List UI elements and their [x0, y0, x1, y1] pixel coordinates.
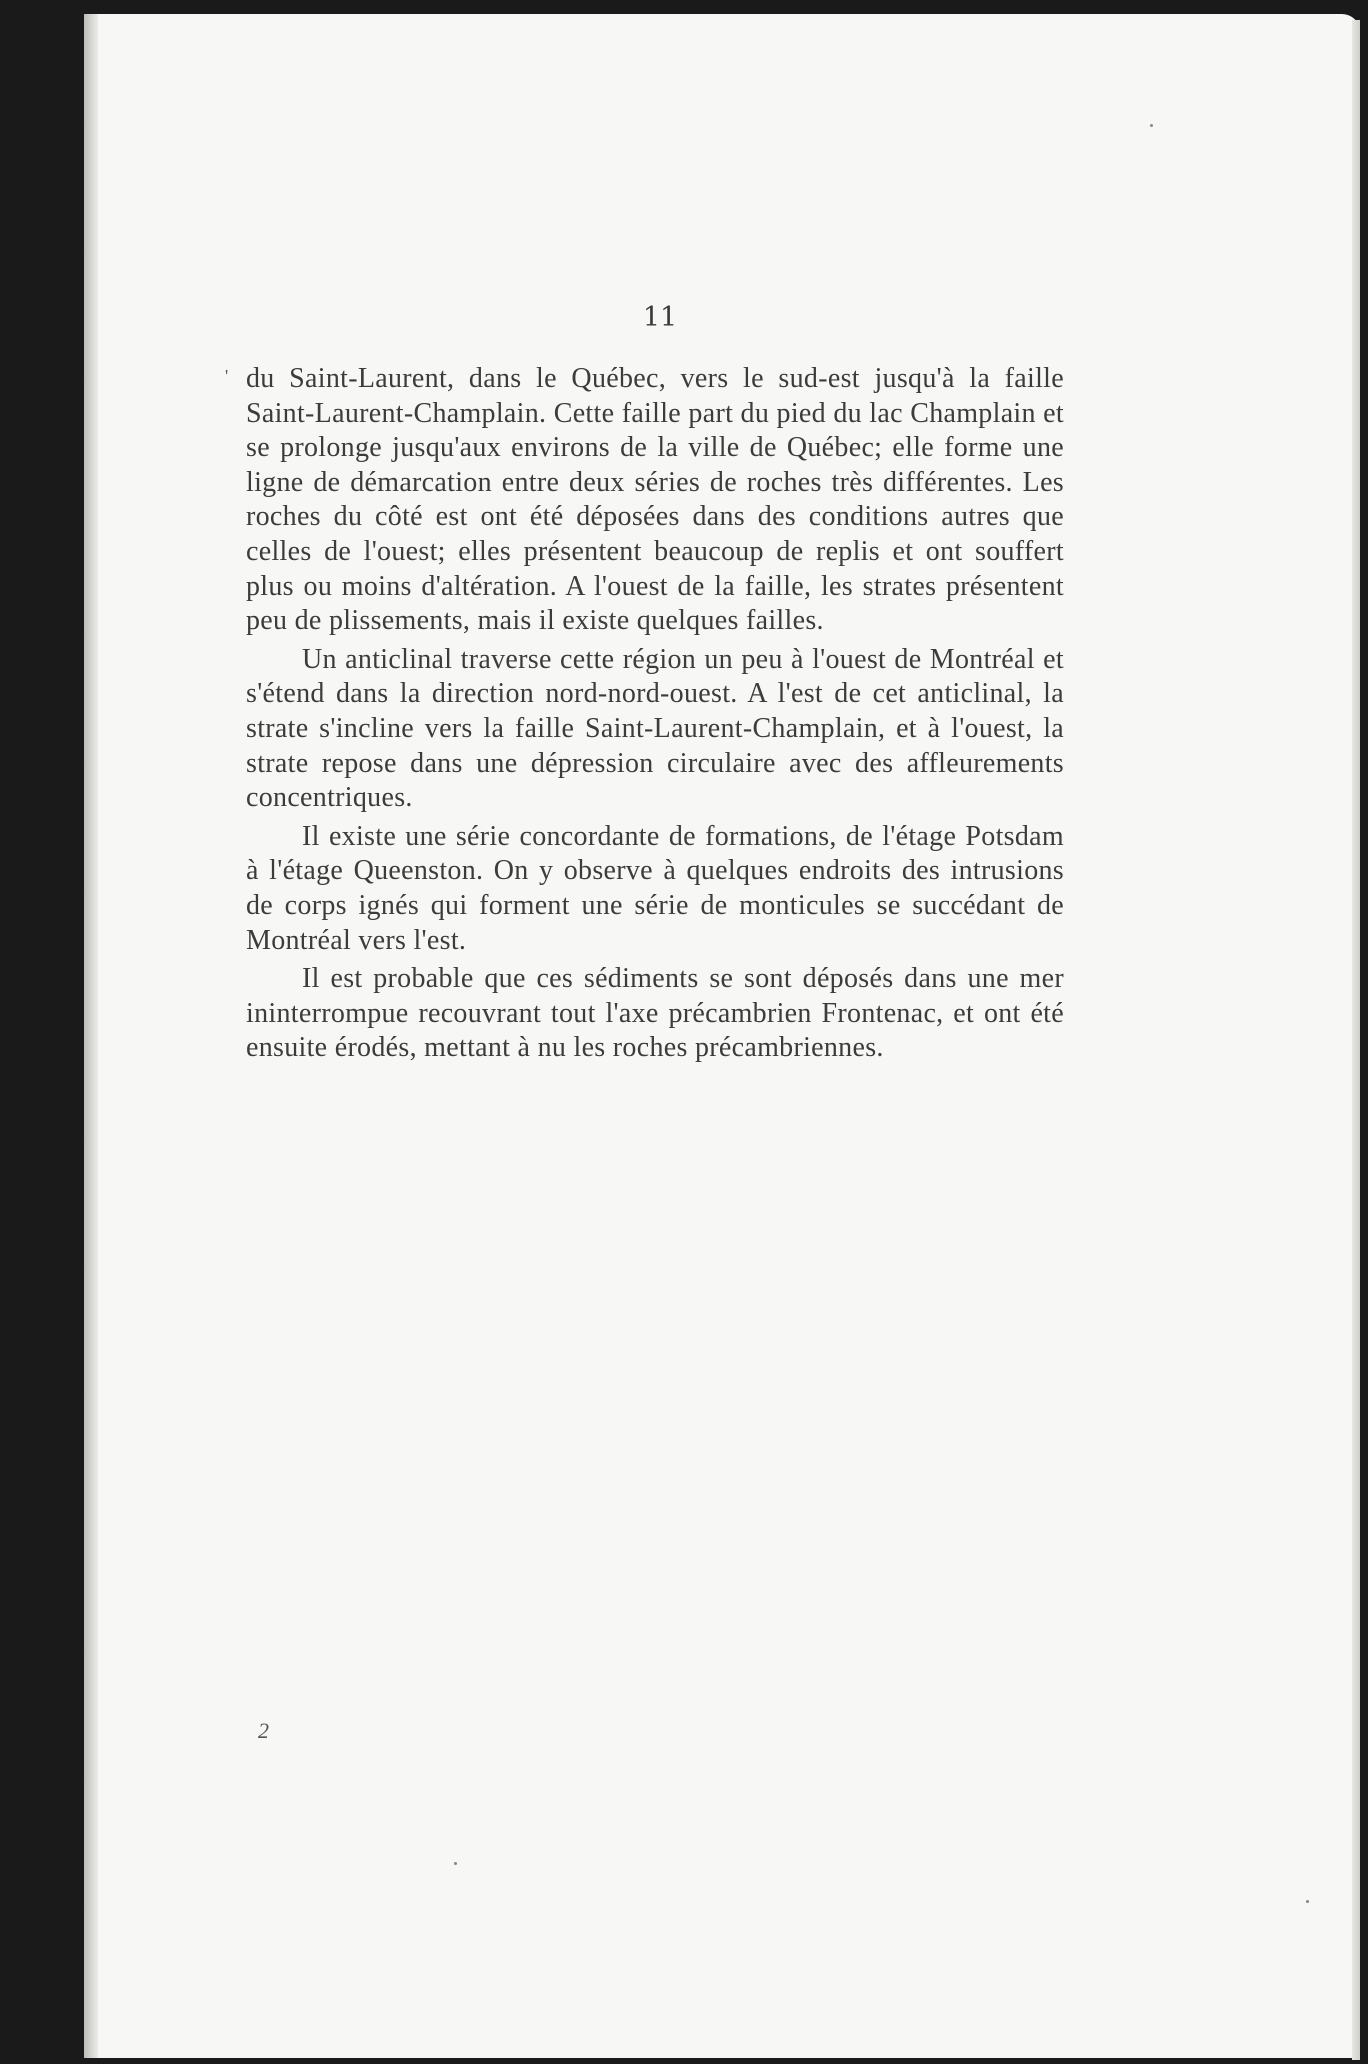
page-right-edge	[1352, 20, 1360, 2060]
paragraph-1: du Saint-Laurent, dans le Québec, vers le sud-est jusqu'à la faille Saint-Laurent-Champlain. Cette faille part du pied du lac Champlain et se prolonge jusqu'aux environs de la ville de Québec; elle forme une ligne de démarcation entre deux séries de roches très différentes. Les roches du côté est ont été déposées dans des conditions autres que celles de l'ouest; elles présentent beaucoup de replis et ont souffert plus ou moins d'altération. A l'ouest de la faille, les strates présentent peu de plissements, mais il existe quelques failles.	[246, 363, 1064, 637]
body-text	[246, 362, 1064, 1066]
margin-mark-bottom: 2	[258, 1718, 269, 1743]
page-binding-shadow	[84, 14, 98, 2058]
paragraph-3: Il existe une série concordante de formations, de l'étage Potsdam à l'étage Queenston. On y observe à quelques endroits des intrusions de corps ignés qui forment une série de monticules se succédant de Montréal vers l'est.	[246, 820, 1064, 956]
paragraph-4: Il est probable que ces sédiments se sont déposés dans une mer ininterrompue recouvrant tout l'axe précambrien Frontenac, et ont été ensuite érodés, mettant à nu les roches précambriennes.	[246, 963, 1064, 1064]
dust-speck	[1306, 1900, 1309, 1903]
paragraph-2: Un anticlinal traverse cette région un peu à l'ouest de Montréal et s'étend dans la direction nord-nord-ouest. A l'est de cet anticlinal, la strate s'incline vers la faille Saint-Laurent-Champlain, et à l'ouest, la strate repose dans une dépression circulaire avec des affleurements concentriques.	[246, 643, 1064, 814]
page-number: 11	[642, 302, 678, 333]
dust-speck	[454, 1862, 457, 1865]
margin-mark-top: '	[225, 366, 229, 386]
dust-speck	[1150, 124, 1153, 127]
